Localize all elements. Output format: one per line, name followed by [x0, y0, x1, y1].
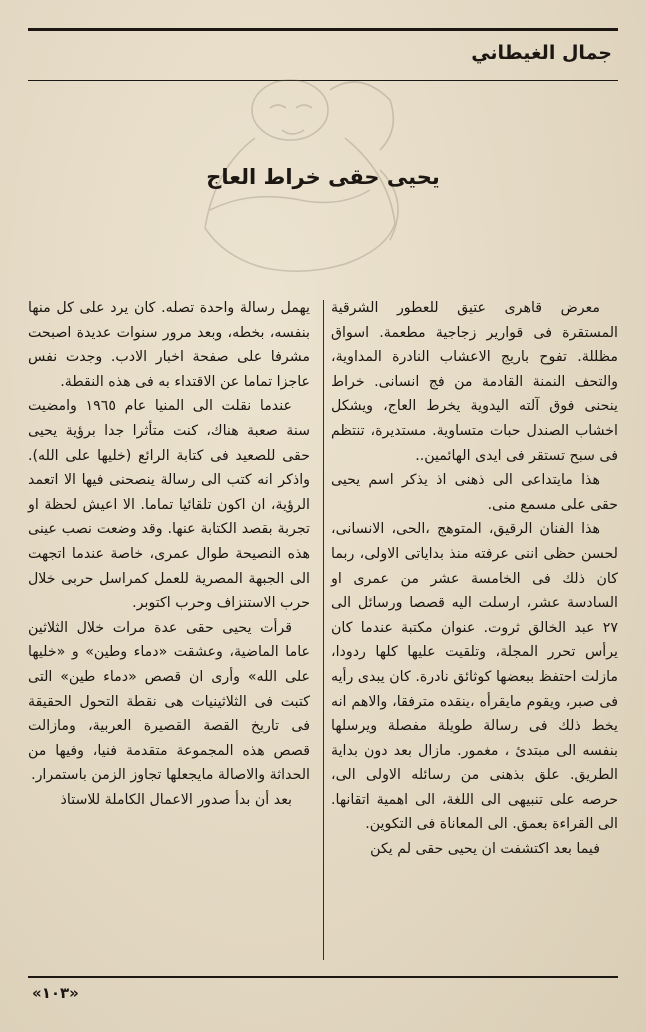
paragraph: عندما نقلت الى المنيا عام ١٩٦٥ وامضيت سنة صعبة هناك، كنت متأثرا جدا برؤية يحيى حقى للصعيد فى كتابة الرائع (خليها على الله). واذكر انه كتب الى رسالة ينصحنى فيها الا اتعمد الرؤية، ان اكون تلقائيا تماما. الا اعيش لحظة او تجربة بقصد الكتابة عنها. وقد وضعت نصب عينى هذه النصيحة طوال عمرى، خاصة عندما اتجهت الى الجبهة المصرية للعمل كمراسل حربى خلال حرب الاستنزاف وحرب اكتوبر. [28, 398, 310, 612]
paragraph: بعد أن بدأ صدور الاعمال الكاملة للاستاذ [60, 791, 292, 808]
article-title: يحيى حقى خراط العاج [206, 165, 440, 189]
top-rule [28, 28, 618, 31]
author-name: جمال الغيطاني [471, 42, 612, 64]
bottom-rule [28, 976, 618, 978]
paragraph: هذا الفنان الرقيق، المتوهج ،الحى، الانسانى، لحسن حظى اننى عرفته منذ بداياتى الاولى، ربما كان ذلك فى الخامسة عشر من عمرى او السادسة عشر، ارسلت اليه قصصا ورسائل الى ٢٧ عبد الخالق ثروت. عنوان مكتبة عندما كان يرأس تحرر المجلة، وتلقيت عليها كلها ردودا، مازلت احتفظ ببعضها كوثائق نادرة. كان يبدى رأيه فى صبر، ويقوم مايقرأه ،ينقده مترفقا، والاهم انه يخط ذلك فى رسالة طويلة مفصلة ويرسلها بنفسه الى مبتدئ ، مغمور. مازال بعد دون بداية الطريق. علق بذهنى من رسائله الاولى الى، حرصه على تنبيهى الى اللغة، الى اهمية اتقانها. الى القراءة بعمق. الى المعاناة فى التكوين. [331, 521, 618, 833]
paragraph: فيما بعد اكتشفت ان يحيى حقى لم يكن [370, 841, 600, 858]
paragraph: قرأت يحيى حقى عدة مرات خلال الثلاثين عاما الماضية، وعشقت «دماء وطين» و «خليها على الله» وأرى ان قصص «دماء طين» التى كتبت فى الثلاثينيات هى نقطة التحول الحقيقة فى تاريخ القصة القصيرة العربية، ومازالت قصص هذه المجموعة متقدمة فنيا، وفيها من الحداثة والاصالة مايجعلها تجاوز الزمن باستمرار. [28, 619, 310, 784]
right-text-column [331, 296, 618, 862]
paragraph: يهمل رسالة واحدة تصله. كان يرد على كل منها بنفسه، بخطه، وبعد مرور سنوات عديدة اصبحت مشرفا على صفحة اخبار الادب. وجدت نفس عاجزا تماما عن الاقتداء به فى هذه النقطة. [28, 300, 310, 390]
left-text-column [28, 296, 310, 812]
paragraph: هذا مايتداعى الى ذهنى اذ يذكر اسم يحيى حقى على مسمع منى. [331, 472, 618, 513]
page-number: «١٠٣» [32, 984, 79, 1002]
column-divider [323, 300, 324, 960]
paragraph: معرض قاهرى عتيق للعطور الشرقية المستقرة فى قوارير زجاجية مطعمة. اسواق مظللة. تفوح باريج الاعشاب النادرة المداوية، والتحف النمنة القادمة من فج انسانى. خراط ينحنى فوق آلته اليدوية يخرط العاج، ويشكل اخشاب الصندل حبات متساوية. مستديرة، تنتظم فى سبح تستقر فى ايدى الهائمين.. [331, 300, 618, 464]
